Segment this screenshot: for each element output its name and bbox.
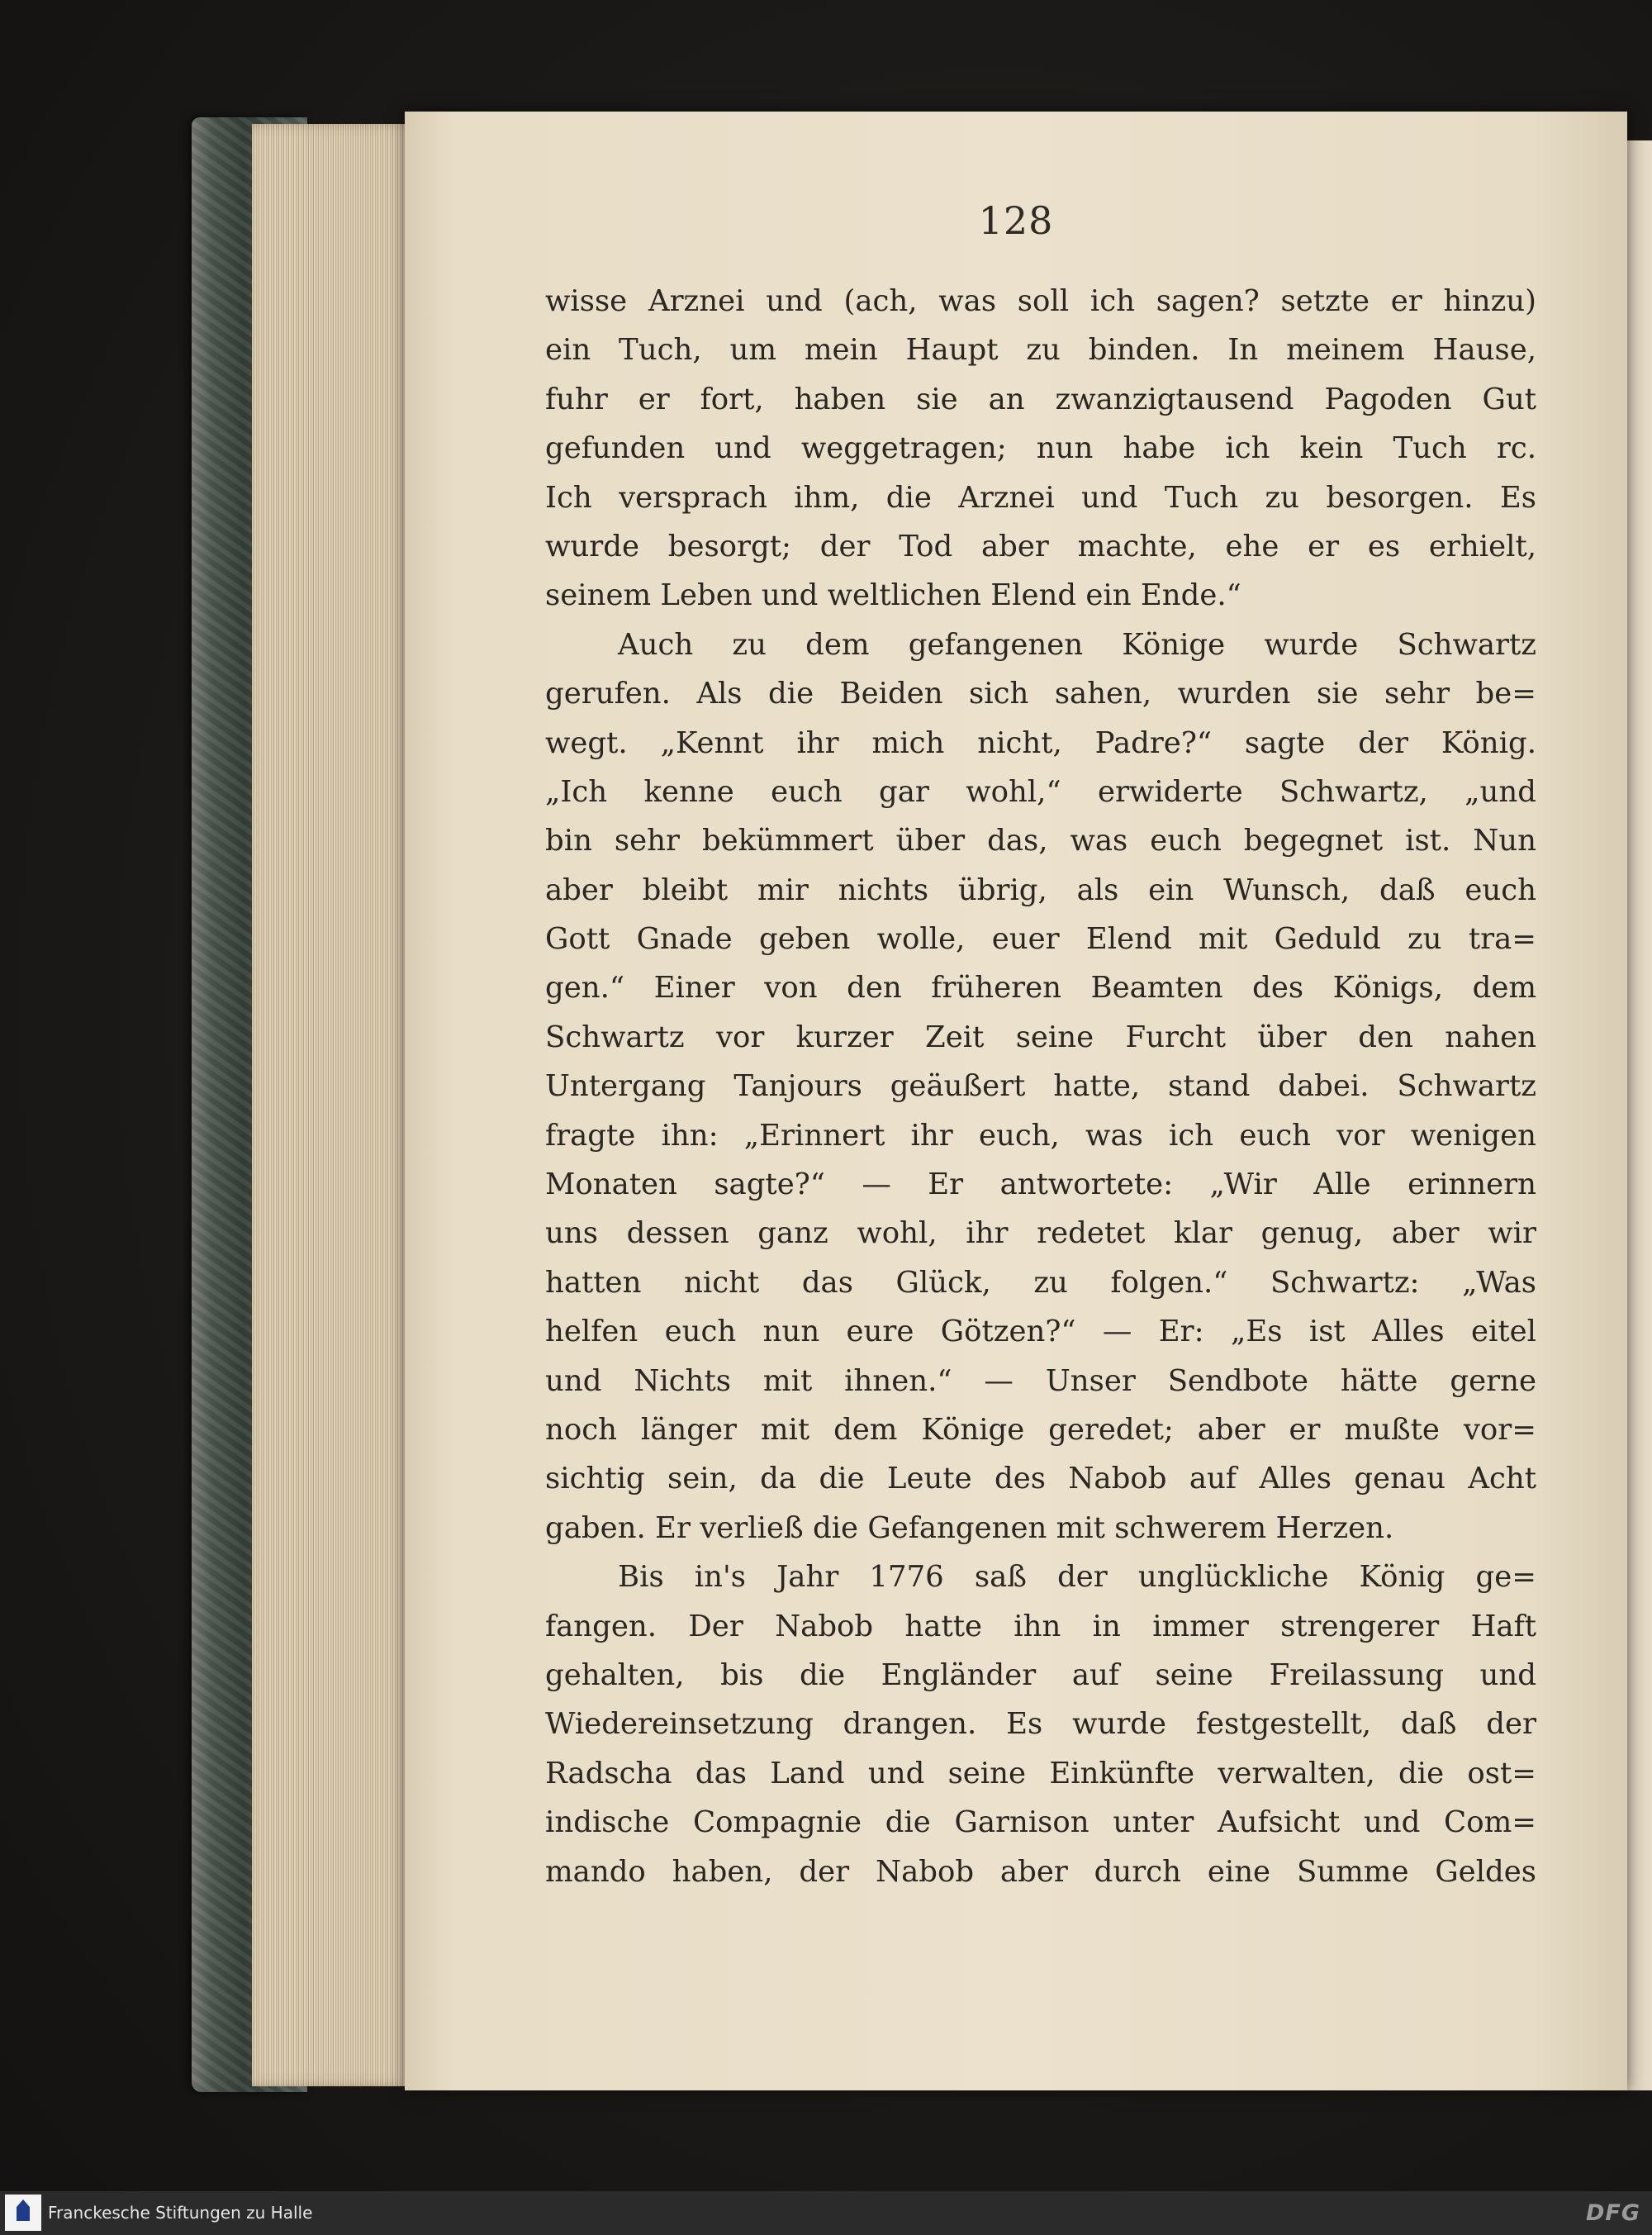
text-line: gaben. Er verließ die Gefangenen mit schwerem Herzen. xyxy=(545,1510,1394,1545)
text-line: Untergang Tanjours geäußert hatte, stand dabei. Schwartz xyxy=(545,1069,1536,1104)
text-line: sichtig sein, da die Leute des Nabob auf Alles genau Acht xyxy=(545,1462,1536,1496)
viewer-footer xyxy=(0,2191,1652,2235)
text-line: hatten nicht das Glück, zu folgen.“ Schwartz: „Was xyxy=(545,1265,1536,1300)
text-line: indische Compagnie die Garnison unter Aufsicht und Com= xyxy=(545,1805,1536,1840)
text-line: seinem Leben und weltlichen Elend ein Ende.“ xyxy=(545,578,1241,613)
text-line: Gott Gnade geben wolle, euer Elend mit Geduld zu tra= xyxy=(545,922,1536,957)
text-line: Schwartz vor kurzer Zeit seine Furcht über den nahen xyxy=(545,1020,1536,1054)
page-edges xyxy=(252,124,421,2086)
book-page xyxy=(405,112,1627,2090)
page-number: 128 xyxy=(978,198,1054,243)
text-line: Auch zu dem gefangenen Könige wurde Schwartz xyxy=(618,627,1536,662)
text-line: gerufen. Als die Beiden sich sahen, wurden sie sehr be= xyxy=(545,677,1536,711)
text-line: gen.“ Einer von den früheren Beamten des Königs, dem xyxy=(545,971,1536,1006)
text-line: fangen. Der Nabob hatte ihn in immer strengerer Haft xyxy=(545,1609,1536,1643)
text-line: Wiedereinsetzung drangen. Es wurde festgestellt, daß der xyxy=(545,1707,1536,1742)
text-line: Ich versprach ihm, die Arznei und Tuch zu besorgen. Es xyxy=(545,480,1536,515)
text-line: „Ich kenne euch gar wohl,“ erwiderte Schwartz, „und xyxy=(545,774,1536,809)
text-line: gehalten, bis die Engländer auf seine Freilassung und xyxy=(545,1657,1536,1692)
text-line: gefunden und weggetragen; nun habe ich kein Tuch rc. xyxy=(545,431,1536,466)
text-line: fragte ihn: „Erinnert ihr euch, was ich euch vor wenigen xyxy=(545,1118,1536,1153)
text-line: uns dessen ganz wohl, ihr redetet klar genug, aber wir xyxy=(545,1216,1536,1251)
text-line: mando haben, der Nabob aber durch eine Summe Geldes xyxy=(545,1854,1536,1889)
text-line: Bis in's Jahr 1776 saß der unglückliche König ge= xyxy=(618,1560,1536,1595)
text-line: fuhr er fort, haben sie an zwanzigtausend Pagoden Gut xyxy=(545,382,1536,416)
text-line: wegt. „Kennt ihr mich nicht, Padre?“ sagte der König. xyxy=(545,725,1536,760)
text-line: Monaten sagte?“ — Er antwortete: „Wir Alle erinnern xyxy=(545,1167,1536,1202)
institution-name: Franckesche Stiftungen zu Halle xyxy=(48,2203,313,2223)
text-line: Radscha das Land und seine Einkünfte verwalten, die ost= xyxy=(545,1756,1536,1790)
text-line: und Nichts mit ihnen.“ — Unser Sendbote hätte gerne xyxy=(545,1363,1536,1398)
page-text xyxy=(545,277,1536,1896)
text-line: bin sehr bekümmert über das, was euch begegnet ist. Nun xyxy=(545,824,1536,858)
text-line: ein Tuch, um mein Haupt zu binden. In meinem Hause, xyxy=(545,333,1536,368)
text-line: helfen euch nun eure Götzen?“ — Er: „Es ist Alles eitel xyxy=(545,1315,1536,1349)
text-line: aber bleibt mir nichts übrig, als ein Wunsch, daß euch xyxy=(545,873,1536,907)
text-line: noch länger mit dem Könige geredet; aber er mußte vor= xyxy=(545,1412,1536,1447)
francke-foundation-logo-icon xyxy=(5,2195,41,2231)
text-line: wisse Arznei und (ach, was soll ich sagen? setzte er hinzu) xyxy=(545,284,1536,318)
text-line: wurde besorgt; der Tod aber machte, ehe er es erhielt, xyxy=(545,529,1536,564)
dfg-logo: DFG xyxy=(1585,2200,1640,2226)
